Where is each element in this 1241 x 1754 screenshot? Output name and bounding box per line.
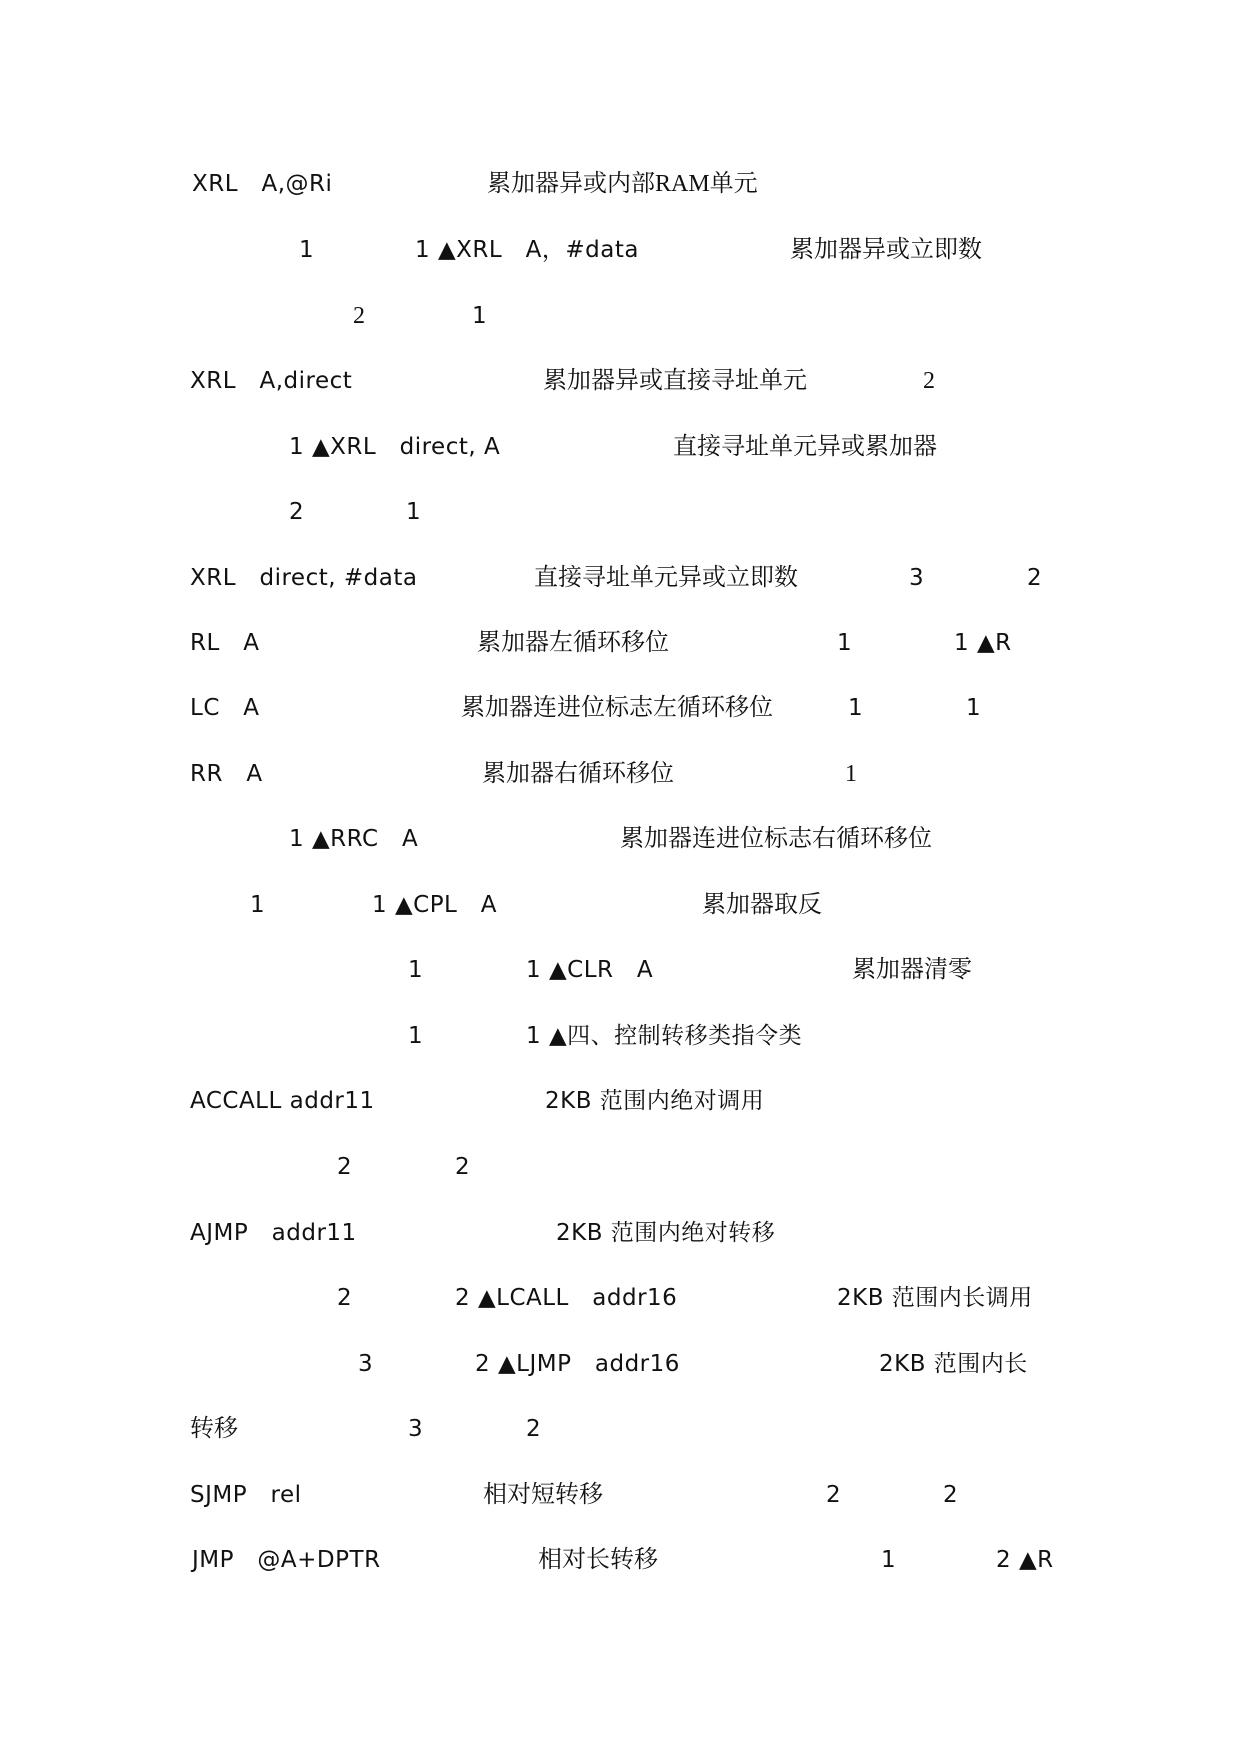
instruction-mnemonic: XRL direct, #data	[190, 565, 418, 591]
byte-count: 3	[358, 1351, 374, 1377]
byte-count: 1	[848, 695, 864, 721]
instruction-mnemonic: JMP @A+DPTR	[192, 1547, 381, 1573]
byte-count: 2	[826, 1482, 842, 1508]
instruction-description: 累加器清零	[852, 957, 972, 983]
instruction-description: 2KB 范围内长调用	[837, 1285, 1033, 1311]
cycle-count: 2	[526, 1416, 542, 1442]
instruction-mnemonic: LC A	[190, 695, 260, 721]
instruction-mnemonic: 2 ▲LCALL addr16	[455, 1285, 678, 1311]
cycle-count: 1	[966, 695, 982, 721]
instruction-description: 累加器异或内部RAM单元	[487, 171, 758, 197]
cycle-count: 2 ▲R	[996, 1547, 1054, 1573]
instruction-description: 2KB 范围内长	[879, 1351, 1028, 1377]
cycle-count: 1 ▲R	[954, 630, 1012, 656]
instruction-description: 累加器左循环移位	[477, 630, 669, 656]
instruction-mnemonic: 1 ▲CPL A	[372, 892, 498, 918]
instruction-mnemonic: 1 ▲CLR A	[526, 957, 654, 983]
instruction-mnemonic: AJMP addr11	[190, 1220, 357, 1246]
cycle-count: 1	[472, 303, 488, 329]
cycle-count: 2	[943, 1482, 959, 1508]
instruction-description: 累加器取反	[702, 892, 822, 918]
instruction-mnemonic: RR A	[190, 761, 263, 787]
instruction-mnemonic: XRL A,direct	[190, 368, 353, 394]
instruction-description-continued: 转移	[190, 1416, 238, 1442]
byte-count: 1	[845, 761, 857, 787]
instruction-mnemonic: 2 ▲LJMP addr16	[475, 1351, 680, 1377]
byte-count: 1	[408, 1023, 424, 1049]
instruction-description: 累加器右循环移位	[482, 761, 674, 787]
byte-count: 1	[408, 957, 424, 983]
instruction-description: 直接寻址单元异或立即数	[534, 565, 798, 591]
instruction-mnemonic: SJMP rel	[190, 1482, 302, 1508]
instruction-mnemonic: 1 ▲XRL direct, A	[289, 434, 501, 460]
instruction-description: 相对短转移	[483, 1482, 603, 1508]
cycle-count: 2	[1027, 565, 1043, 591]
instruction-description: 相对长转移	[538, 1547, 658, 1573]
cycle-count: 1	[406, 499, 422, 525]
instruction-description: 2KB 范围内绝对转移	[556, 1220, 776, 1246]
byte-count: 3	[408, 1416, 424, 1442]
byte-count: 2	[353, 303, 365, 329]
instruction-mnemonic: ACCALL addr11	[190, 1088, 375, 1114]
byte-count: 3	[909, 565, 925, 591]
byte-count: 1	[299, 237, 315, 263]
byte-count: 2	[337, 1285, 353, 1311]
cycle-count: 2	[455, 1154, 471, 1180]
instruction-mnemonic: XRL A,@Ri	[192, 171, 333, 197]
instruction-description: 直接寻址单元异或累加器	[673, 434, 937, 460]
byte-count: 1	[837, 630, 853, 656]
byte-count: 1	[881, 1547, 897, 1573]
byte-count: 2	[289, 499, 305, 525]
section-heading: 1 ▲四、控制转移类指令类	[526, 1023, 803, 1049]
instruction-description: 2KB 范围内绝对调用	[545, 1088, 765, 1114]
instruction-mnemonic: 1 ▲RRC A	[289, 826, 419, 852]
instruction-description: 累加器异或立即数	[790, 237, 982, 263]
instruction-description: 累加器连进位标志右循环移位	[620, 826, 932, 852]
byte-count: 2	[337, 1154, 353, 1180]
byte-count: 2	[923, 368, 935, 394]
instruction-description: 累加器异或直接寻址单元	[543, 368, 807, 394]
instruction-description: 累加器连进位标志左循环移位	[461, 695, 773, 721]
instruction-mnemonic: 1 ▲XRL A，#data	[415, 237, 639, 263]
instruction-mnemonic: RL A	[190, 630, 260, 656]
byte-count: 1	[250, 892, 266, 918]
